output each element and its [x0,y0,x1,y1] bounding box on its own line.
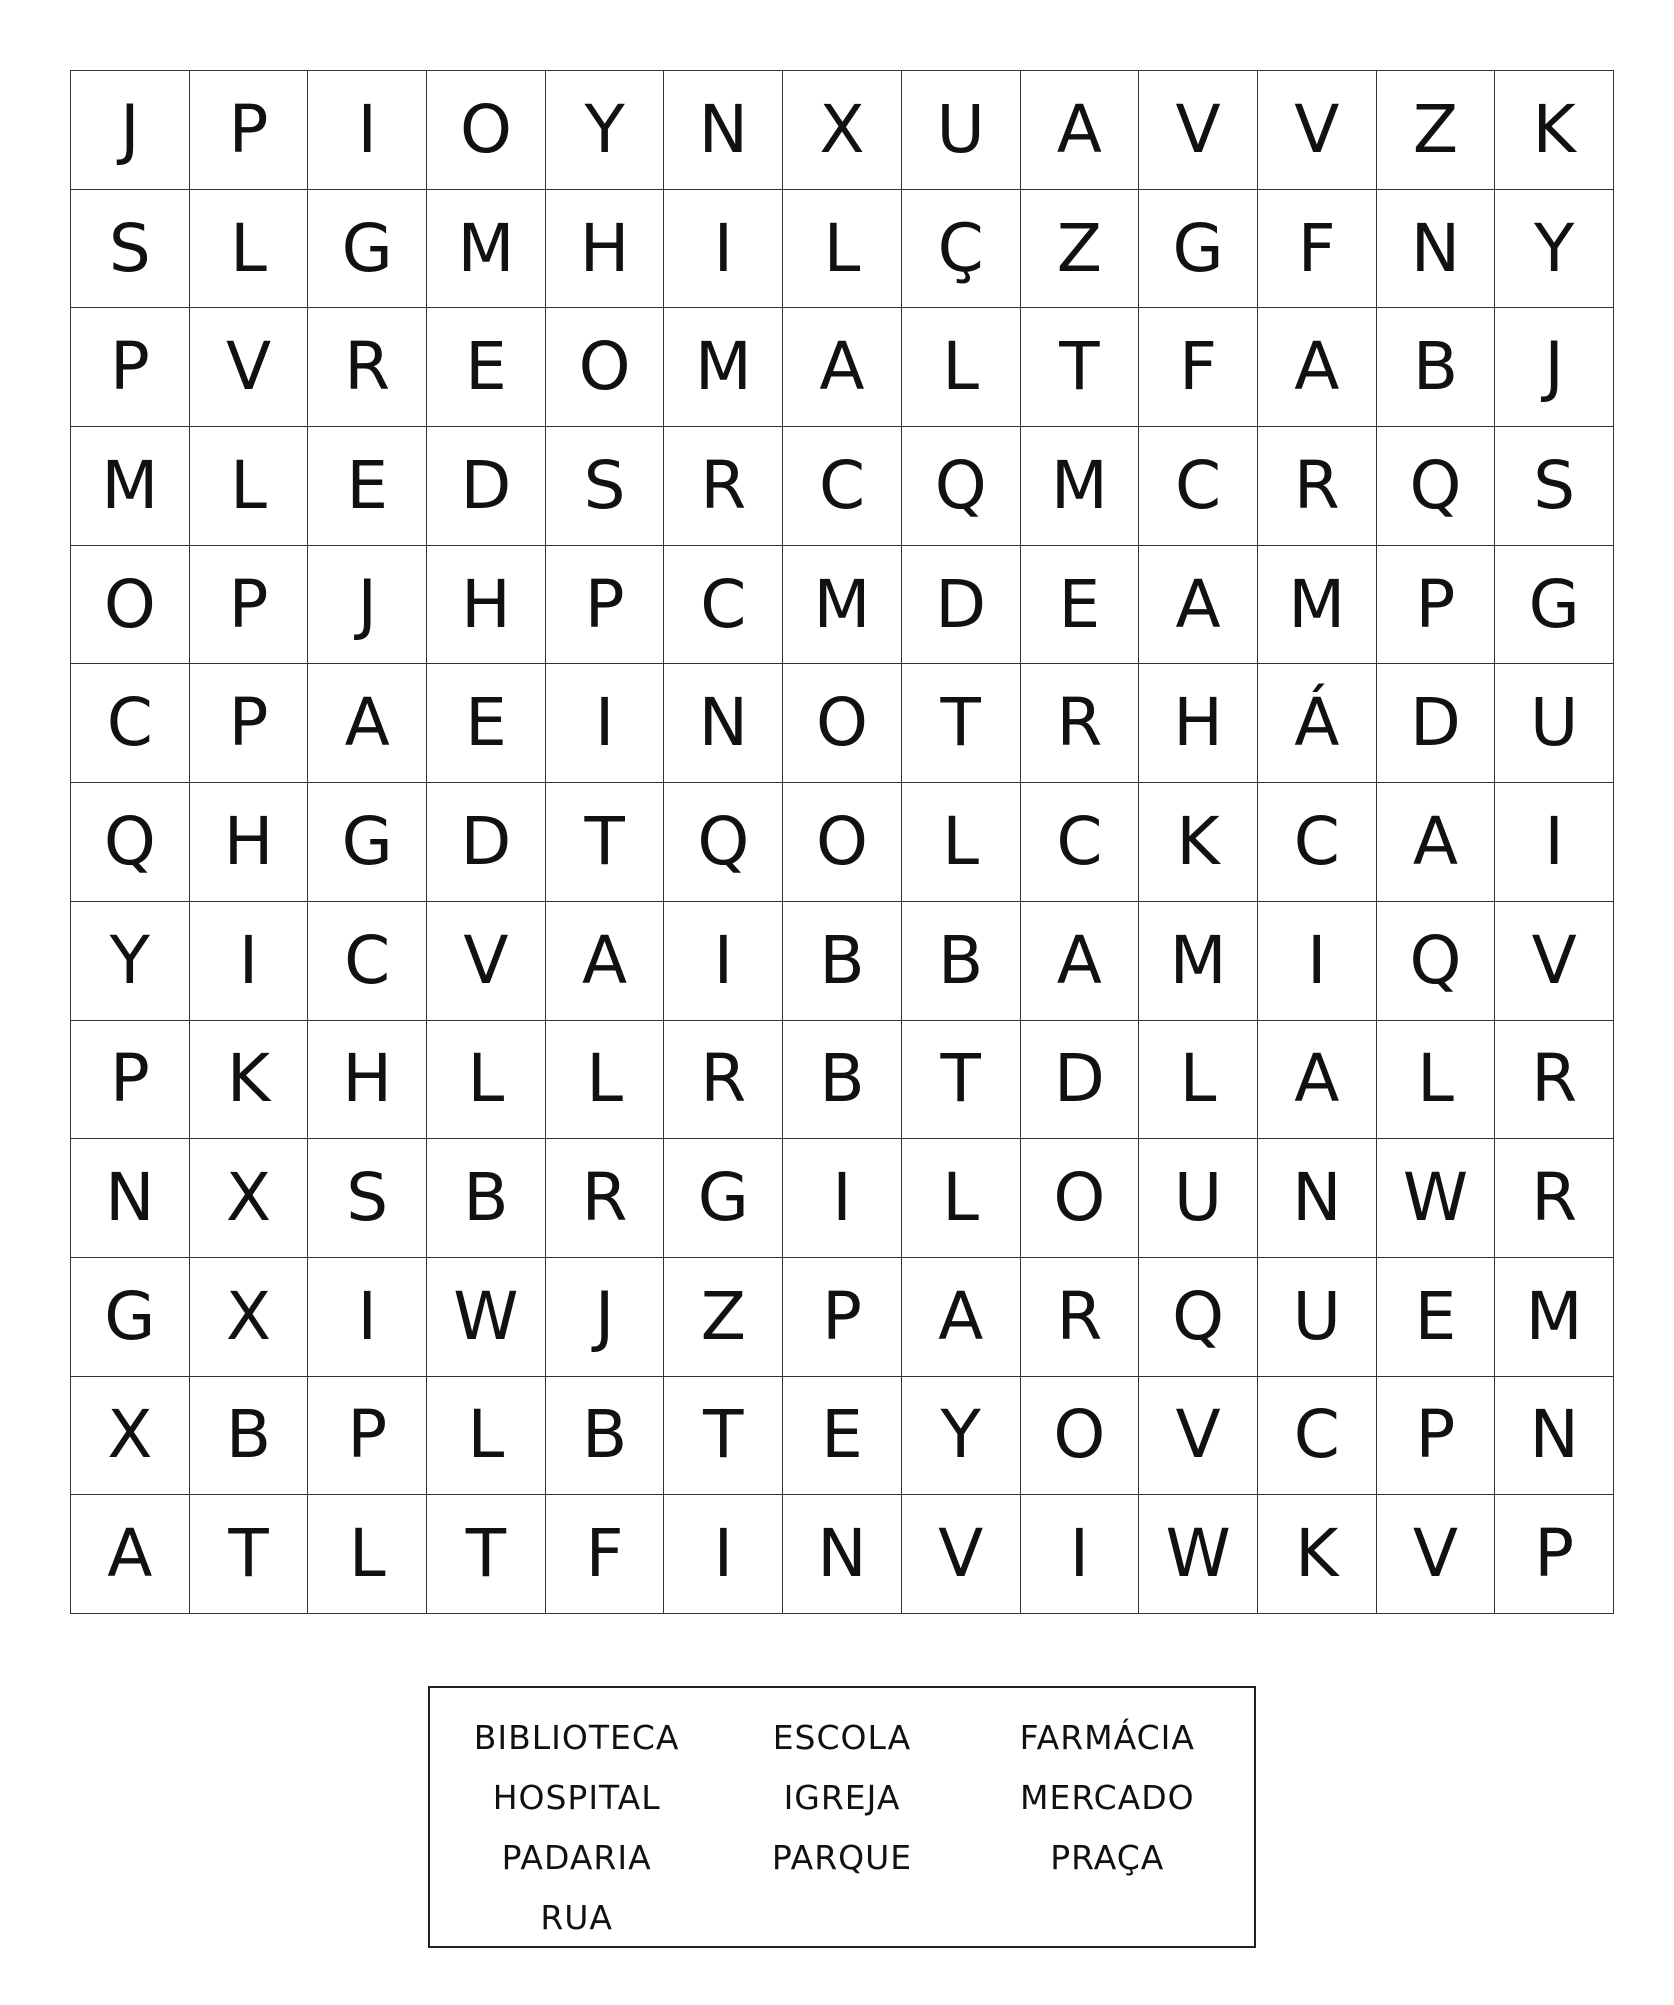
grid-cell[interactable]: S [1495,427,1614,546]
grid-cell[interactable]: C [1021,783,1140,902]
grid-cell[interactable]: E [427,664,546,783]
grid-cell[interactable]: B [783,902,902,1021]
grid-cell[interactable]: J [308,546,427,665]
grid-cell[interactable]: K [190,1021,309,1140]
grid-cell[interactable]: T [546,783,665,902]
grid-cell[interactable]: J [1495,308,1614,427]
grid-cell[interactable]: P [1377,546,1496,665]
grid-cell[interactable]: M [1021,427,1140,546]
grid-cell[interactable]: Q [71,783,190,902]
grid-cell[interactable]: I [190,902,309,1021]
grid-cell[interactable]: I [308,71,427,190]
grid-cell[interactable]: P [546,546,665,665]
grid-cell[interactable]: H [190,783,309,902]
grid-cell[interactable]: M [71,427,190,546]
word-list-item: MERCADO [1020,1778,1195,1817]
grid-cell[interactable]: V [902,1495,1021,1614]
grid-cell[interactable]: L [427,1021,546,1140]
grid-cell[interactable]: L [308,1495,427,1614]
grid-cell[interactable]: D [1377,664,1496,783]
grid-cell[interactable]: K [1258,1495,1377,1614]
grid-cell[interactable]: O [1021,1139,1140,1258]
grid-cell[interactable]: W [1377,1139,1496,1258]
grid-cell[interactable]: T [190,1495,309,1614]
word-list-item: ESCOLA [772,1718,912,1757]
grid-cell[interactable]: X [190,1258,309,1377]
grid-cell[interactable]: T [902,1021,1021,1140]
grid-cell[interactable]: I [308,1258,427,1377]
grid-cell[interactable]: Q [902,427,1021,546]
grid-cell[interactable]: H [1139,664,1258,783]
grid-cell[interactable]: G [1139,190,1258,309]
grid-cell[interactable]: C [1139,427,1258,546]
grid-cell[interactable]: W [1139,1495,1258,1614]
grid-cell[interactable]: F [1139,308,1258,427]
grid-cell[interactable]: Z [1021,190,1140,309]
grid-cell[interactable]: I [546,664,665,783]
grid-cell[interactable]: E [783,1377,902,1496]
grid-cell[interactable]: A [783,308,902,427]
grid-cell[interactable]: E [1377,1258,1496,1377]
grid-cell[interactable]: U [902,71,1021,190]
grid-cell[interactable]: V [1377,1495,1496,1614]
grid-cell[interactable]: M [664,308,783,427]
grid-cell[interactable]: R [1258,427,1377,546]
grid-cell[interactable]: T [902,664,1021,783]
grid-cell[interactable]: X [783,71,902,190]
grid-cell[interactable]: L [1377,1021,1496,1140]
grid-cell[interactable]: S [546,427,665,546]
grid-cell[interactable]: D [427,427,546,546]
grid-cell[interactable]: L [783,190,902,309]
grid-cell[interactable]: J [71,71,190,190]
grid-cell[interactable]: O [783,664,902,783]
grid-cell[interactable]: E [427,308,546,427]
word-list-column [447,1708,707,1946]
grid-cell[interactable]: T [664,1377,783,1496]
grid-cell[interactable]: M [1139,902,1258,1021]
grid-cell[interactable]: R [546,1139,665,1258]
grid-cell[interactable]: A [1021,71,1140,190]
grid-cell[interactable]: V [1139,1377,1258,1496]
grid-cell[interactable]: K [1495,71,1614,190]
grid-cell[interactable]: G [664,1139,783,1258]
grid-cell[interactable]: Q [1377,427,1496,546]
grid-cell[interactable]: V [1139,71,1258,190]
grid-cell[interactable]: V [1495,902,1614,1021]
letter-grid [70,70,1614,1614]
grid-cell[interactable]: U [1495,664,1614,783]
grid-cell[interactable]: B [902,902,1021,1021]
grid-cell[interactable]: P [1377,1377,1496,1496]
grid-cell[interactable]: L [427,1377,546,1496]
grid-cell[interactable]: L [190,190,309,309]
grid-cell[interactable]: I [664,902,783,1021]
grid-cell[interactable]: W [427,1258,546,1377]
grid-cell[interactable]: G [71,1258,190,1377]
grid-cell[interactable]: N [1258,1139,1377,1258]
grid-cell[interactable]: E [308,427,427,546]
grid-cell[interactable]: C [783,427,902,546]
grid-cell[interactable]: A [902,1258,1021,1377]
grid-cell[interactable]: R [664,1021,783,1140]
grid-cell[interactable]: E [1021,546,1140,665]
grid-cell[interactable]: Q [1139,1258,1258,1377]
grid-cell[interactable]: L [190,427,309,546]
grid-cell[interactable]: U [1258,1258,1377,1377]
grid-cell[interactable]: G [308,783,427,902]
grid-cell[interactable]: G [1495,546,1614,665]
grid-cell[interactable]: P [190,664,309,783]
grid-cell[interactable]: C [1258,783,1377,902]
grid-cell[interactable]: Y [902,1377,1021,1496]
grid-cell[interactable]: L [902,1139,1021,1258]
grid-cell[interactable]: I [664,1495,783,1614]
grid-cell[interactable]: V [427,902,546,1021]
grid-cell[interactable]: N [664,664,783,783]
grid-cell[interactable]: B [1377,308,1496,427]
grid-cell[interactable]: S [308,1139,427,1258]
grid-cell[interactable]: A [1258,1021,1377,1140]
grid-cell[interactable]: H [546,190,665,309]
word-list-item: RUA [540,1898,613,1937]
grid-cell[interactable]: I [1021,1495,1140,1614]
grid-cell[interactable]: Q [664,783,783,902]
grid-cell[interactable]: O [427,71,546,190]
grid-cell[interactable]: S [71,190,190,309]
grid-cell[interactable]: M [1495,1258,1614,1377]
grid-cell[interactable]: I [664,190,783,309]
grid-cell[interactable]: P [190,71,309,190]
grid-cell[interactable]: Y [1495,190,1614,309]
grid-cell[interactable]: N [1377,190,1496,309]
word-list-column [712,1708,972,1946]
grid-cell[interactable]: N [783,1495,902,1614]
grid-cell[interactable]: B [427,1139,546,1258]
grid-cell[interactable]: I [783,1139,902,1258]
grid-cell[interactable]: T [1021,308,1140,427]
grid-cell[interactable]: J [546,1258,665,1377]
grid-cell[interactable]: O [71,546,190,665]
grid-cell[interactable]: Y [71,902,190,1021]
grid-cell[interactable]: A [1021,902,1140,1021]
grid-cell[interactable]: B [783,1021,902,1140]
grid-cell[interactable]: A [308,664,427,783]
grid-cell[interactable]: U [1139,1139,1258,1258]
grid-cell[interactable]: F [546,1495,665,1614]
word-list-item: BIBLIOTECA [473,1718,680,1757]
grid-cell[interactable]: D [427,783,546,902]
grid-cell[interactable]: C [71,664,190,783]
grid-cell[interactable]: B [190,1377,309,1496]
grid-cell[interactable]: Á [1258,664,1377,783]
word-list-item: HOSPITAL [492,1778,661,1817]
grid-cell[interactable]: H [427,546,546,665]
grid-cell[interactable]: R [1495,1021,1614,1140]
grid-cell[interactable]: C [1258,1377,1377,1496]
grid-cell[interactable]: X [71,1377,190,1496]
grid-cell[interactable]: B [546,1377,665,1496]
grid-cell[interactable]: C [308,902,427,1021]
grid-cell[interactable]: F [1258,190,1377,309]
grid-cell[interactable]: R [1495,1139,1614,1258]
grid-cell[interactable]: A [71,1495,190,1614]
grid-cell[interactable]: O [546,308,665,427]
grid-cell[interactable]: R [308,308,427,427]
word-list-item: FARMÁCIA [1019,1718,1195,1757]
grid-cell[interactable]: L [1139,1021,1258,1140]
grid-cell[interactable]: X [190,1139,309,1258]
grid-cell[interactable]: M [1258,546,1377,665]
word-list-item: PADARIA [501,1838,652,1877]
grid-cell[interactable]: N [71,1139,190,1258]
grid-cell[interactable]: G [308,190,427,309]
grid-cell[interactable]: I [1258,902,1377,1021]
word-list-item: IGREJA [783,1778,901,1817]
grid-cell[interactable]: P [71,308,190,427]
grid-cell[interactable]: P [308,1377,427,1496]
grid-cell[interactable]: P [783,1258,902,1377]
grid-cell[interactable]: R [664,427,783,546]
grid-cell[interactable]: Z [1377,71,1496,190]
grid-cell[interactable]: V [1258,71,1377,190]
grid-cell[interactable]: M [783,546,902,665]
grid-cell[interactable]: O [783,783,902,902]
grid-cell[interactable]: A [1377,783,1496,902]
grid-cell[interactable]: P [71,1021,190,1140]
grid-cell[interactable]: R [1021,664,1140,783]
grid-cell[interactable]: Ç [902,190,1021,309]
grid-cell[interactable]: Z [664,1258,783,1377]
grid-cell[interactable]: O [1021,1377,1140,1496]
grid-cell[interactable]: A [1258,308,1377,427]
grid-cell[interactable]: A [1139,546,1258,665]
grid-cell[interactable]: N [1495,1377,1614,1496]
grid-cell[interactable]: R [1021,1258,1140,1377]
grid-cell[interactable]: N [664,71,783,190]
grid-cell[interactable]: H [308,1021,427,1140]
grid-cell[interactable]: M [427,190,546,309]
grid-cell[interactable]: V [190,308,309,427]
grid-cell[interactable]: Y [546,71,665,190]
word-list-column [977,1708,1237,1946]
grid-cell[interactable]: C [664,546,783,665]
grid-cell[interactable]: Q [1377,902,1496,1021]
grid-cell[interactable]: D [902,546,1021,665]
grid-cell[interactable]: L [546,1021,665,1140]
grid-cell[interactable]: I [1495,783,1614,902]
word-list-item: PRAÇA [1050,1838,1165,1877]
grid-cell[interactable]: D [1021,1021,1140,1140]
grid-cell[interactable]: P [190,546,309,665]
grid-cell[interactable]: K [1139,783,1258,902]
word-list-box [428,1686,1256,1948]
grid-cell[interactable]: A [546,902,665,1021]
grid-cell[interactable]: T [427,1495,546,1614]
grid-cell[interactable]: L [902,783,1021,902]
word-list-item: PARQUE [771,1838,913,1877]
grid-cell[interactable]: L [902,308,1021,427]
grid-cell[interactable]: P [1495,1495,1614,1614]
